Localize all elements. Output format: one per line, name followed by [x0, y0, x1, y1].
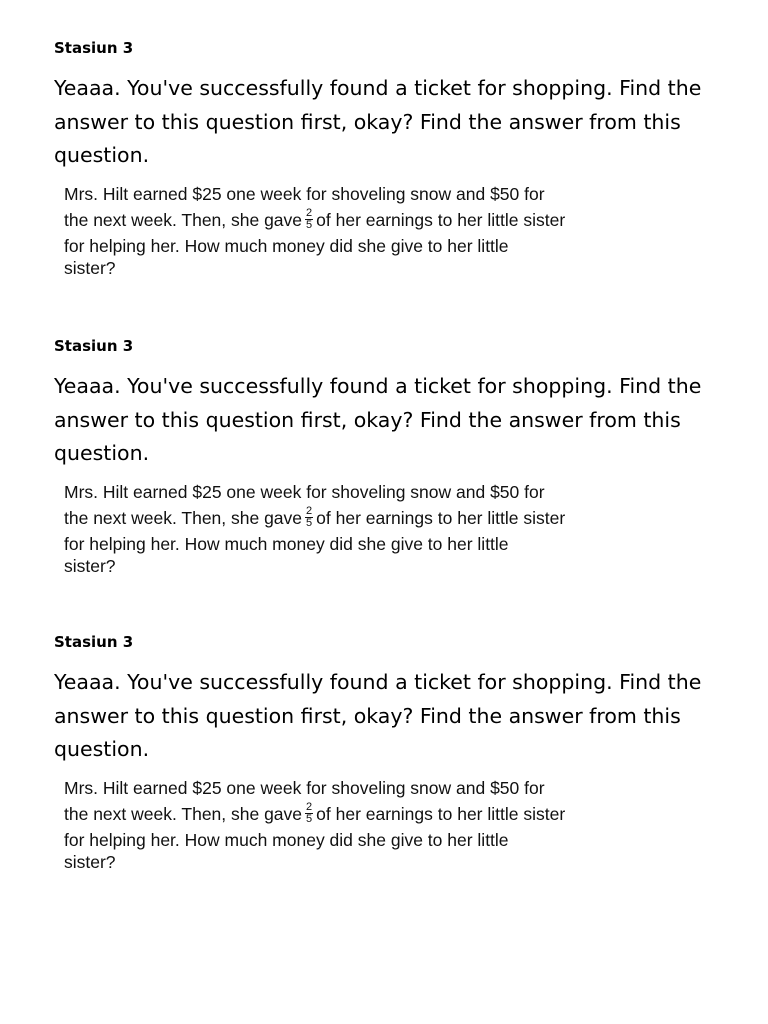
word-problem-line-1: Mrs. Hilt earned $25 one week for shoveling snow and $50 for	[64, 481, 545, 502]
fraction	[305, 802, 313, 825]
word-problem-line-2-start: the next week. Then, she gave	[64, 209, 303, 230]
fraction-numerator: 2	[306, 207, 313, 220]
fraction-numerator: 2	[306, 801, 313, 814]
fraction-denominator: 5	[306, 813, 313, 826]
fraction-numerator: 2	[306, 505, 313, 518]
word-problem-line-2-start: the next week. Then, she gave	[64, 803, 303, 824]
word-problem-line-2	[64, 207, 704, 233]
station-title: Stasiun 3	[54, 39, 134, 57]
fraction-denominator: 5	[306, 517, 313, 530]
station-section-1	[54, 38, 734, 277]
station-title: Stasiun 3	[54, 633, 134, 651]
word-problem	[64, 181, 704, 277]
word-problem-line-4: sister?	[64, 555, 116, 576]
word-problem-line-2-start: the next week. Then, she gave	[64, 507, 303, 528]
word-problem-line-2-end: of her earnings to her little sister	[316, 507, 566, 528]
word-problem-line-2	[64, 801, 704, 827]
station-section-2	[54, 336, 734, 575]
word-problem-line-2-end: of her earnings to her little sister	[316, 803, 566, 824]
word-problem-line-4: sister?	[64, 257, 116, 278]
station-intro-text: Yeaaa. You've successfully found a ticket for shopping. Find the answer to this question first, okay? Find the answer from this question.	[54, 76, 702, 167]
fraction	[305, 506, 313, 529]
word-problem	[64, 775, 704, 871]
station-intro-text: Yeaaa. You've successfully found a ticket for shopping. Find the answer to this question first, okay? Find the answer from this question.	[54, 670, 702, 761]
word-problem-line-1: Mrs. Hilt earned $25 one week for shoveling snow and $50 for	[64, 777, 545, 798]
word-problem-line-1: Mrs. Hilt earned $25 one week for shoveling snow and $50 for	[64, 183, 545, 204]
fraction-denominator: 5	[306, 219, 313, 232]
station-title: Stasiun 3	[54, 337, 134, 355]
word-problem-line-3: for helping her. How much money did she give to her little	[64, 829, 509, 850]
word-problem-line-3: for helping her. How much money did she give to her little	[64, 235, 509, 256]
word-problem-line-3: for helping her. How much money did she give to her little	[64, 533, 509, 554]
station-intro-text: Yeaaa. You've successfully found a ticket for shopping. Find the answer to this question first, okay? Find the answer from this question.	[54, 374, 702, 465]
fraction	[305, 208, 313, 231]
word-problem-line-2-end: of her earnings to her little sister	[316, 209, 566, 230]
word-problem-line-4: sister?	[64, 851, 116, 872]
word-problem	[64, 479, 704, 575]
station-section-3	[54, 632, 734, 871]
word-problem-line-2	[64, 505, 704, 531]
